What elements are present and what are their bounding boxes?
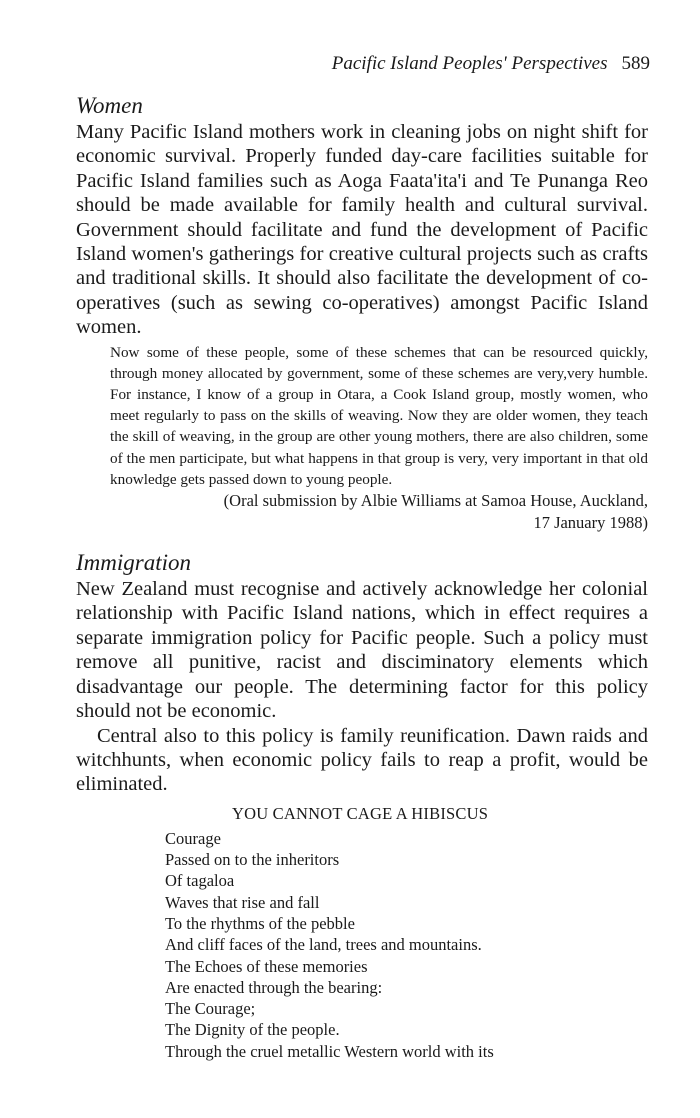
immigration-paragraph-1: New Zealand must recognise and actively acknowledge her colonial relationship with Pacific Island nations, which in effect requires a separate immigration policy for Pacific people. Such a policy must remove all punitive, racist and disciminatory elements which disadvantage our people. The determining factor for this policy should not be economic. bbox=[76, 578, 648, 723]
citation-line-2: 17 January 1988) bbox=[533, 513, 648, 533]
poem-lines bbox=[76, 828, 648, 1062]
immigration-paragraph-2: Central also to this policy is family reunification. Dawn raids and witchhunts, when economic policy fails to reap a profit, would be eliminated. bbox=[76, 724, 648, 796]
poem bbox=[76, 803, 648, 1062]
page-content bbox=[76, 92, 648, 1062]
quote-text: Now some of these people, some of these schemes that can be resourced quickly, through money allocated by government, some of these schemes are very,very humble. For instance, I know of a group in Otara, a Cook Island group, mostly women, who meet regularly to pass on the skills of weaving. Now they are older women, they teach the skill of weaving, in the group are other young mothers, there are also children, some of the men participate, but what happens in that group is very, very important in that old knowledge gets passed down to young people. bbox=[110, 343, 648, 488]
poem-line: The Courage; bbox=[165, 999, 256, 1019]
page-number: 589 bbox=[621, 53, 650, 74]
poem-line: Of tagaloa bbox=[165, 871, 235, 891]
section-heading-women: Women bbox=[76, 93, 143, 118]
quote-citation bbox=[174, 490, 648, 534]
poem-line: Through the cruel metallic Western world with its bbox=[165, 1041, 494, 1061]
poem-line: Waves that rise and fall bbox=[165, 892, 320, 912]
women-paragraph: Many Pacific Island mothers work in cleaning jobs on night shift for economic survival. Properly funded day-care facilities suitable for Pacific Island families such as Aoga Faata'ita'i and Te Punanga Reo should be made available for family health and cultural survival. Government should facilitate and fund the development of Pacific Island women's gatherings for creative cultural projects such as crafts and traditional skills. It should also facilitate the development of co-operatives (such as sewing co-operatives) amongst Pacific Island women. bbox=[76, 121, 648, 339]
poem-title: YOU CANNOT CAGE A HIBISCUS bbox=[232, 803, 489, 823]
section-heading-immigration: Immigration bbox=[76, 550, 191, 576]
poem-line: To the rhythms of the pebble bbox=[165, 913, 355, 933]
section-spacer bbox=[76, 534, 648, 549]
poem-line: And cliff faces of the land, trees and mountains. bbox=[165, 935, 482, 955]
block-quote bbox=[110, 342, 648, 534]
running-head bbox=[332, 52, 650, 76]
running-title: Pacific Island Peoples' Perspectives bbox=[331, 53, 608, 74]
poem-line: Courage bbox=[165, 828, 221, 848]
section-immigration bbox=[76, 549, 648, 797]
poem-line: The Dignity of the people. bbox=[165, 1020, 340, 1040]
poem-line: Are enacted through the bearing: bbox=[165, 977, 383, 997]
section-women bbox=[76, 92, 648, 534]
citation-line-1: (Oral submission by Albie Williams at Samoa House, Auckland, bbox=[223, 491, 648, 511]
poem-line: Passed on to the inheritors bbox=[165, 850, 340, 870]
poem-line: The Echoes of these memories bbox=[165, 956, 368, 976]
